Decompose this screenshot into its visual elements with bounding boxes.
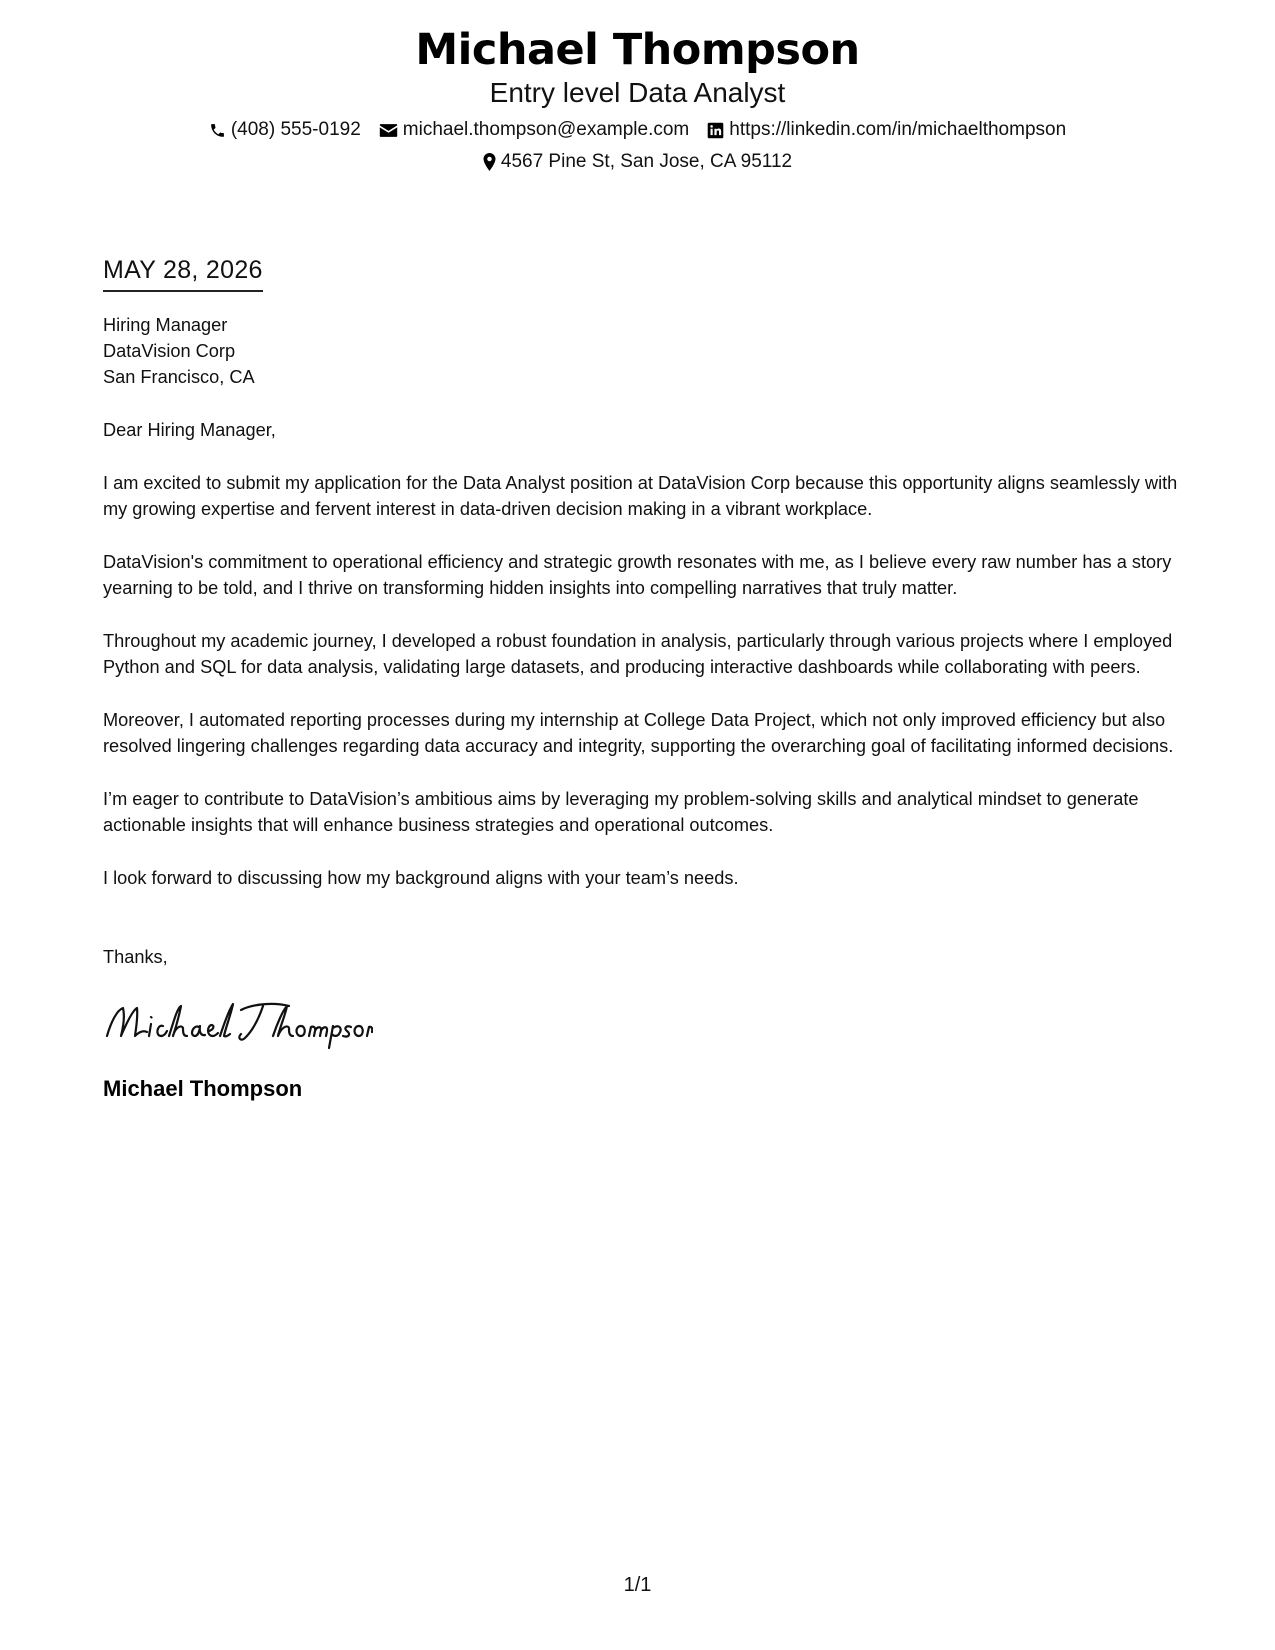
handwritten-signature [103,996,373,1050]
closing-text: Thanks, [103,947,168,967]
contact-address [483,150,792,174]
letter-header [0,24,1275,174]
contact-row [0,118,1275,142]
address-row [0,150,1275,174]
recipient-line: DataVision Corp [103,341,236,361]
phone-icon [209,122,226,139]
body-paragraph: I look forward to discussing how my background aligns with your team’s needs. [103,868,739,888]
contact-linkedin[interactable] [707,118,1066,142]
letter-date: MAY 28, 2026 [103,254,263,292]
contact-email[interactable] [379,118,689,142]
envelope-icon [379,123,398,138]
contact-phone[interactable] [209,118,361,142]
body-paragraph: I’m eager to contribute to DataVision’s ambitious aims by leveraging my problem-solving skills and analytical mindset to generate actionable insights that will enhance business strategies and operational outcomes. [103,789,1139,835]
linkedin-text: https://linkedin.com/in/michaelthompson [729,119,1067,140]
body-paragraph: Throughout my academic journey, I developed a robust foundation in analysis, particularly through various projects where I employed Python and SQL for data analysis, validating large datasets, and producing interactive dashboards while collaborating with peers. [103,631,1173,677]
phone-text: (408) 555-0192 [230,119,361,140]
email-text: michael.thompson@example.com [402,119,690,140]
map-pin-icon [483,153,496,171]
recipient-line: Hiring Manager [103,315,228,335]
body-paragraph: I am excited to submit my application for the Data Analyst position at DataVision Corp because this opportunity aligns seamlessly with my growing expertise and fervent interest in data-driven decision making in a vibrant workplace. [103,473,1178,519]
applicant-title: Entry level Data Analyst [489,77,786,108]
recipient-block [103,312,1178,390]
body-paragraph: Moreover, I automated reporting processes during my internship at College Data Project, which not only improved efficiency but also resolved lingering challenges regarding data accuracy and integrity, supporting the overarching goal of facilitating informed decisions. [103,710,1174,756]
body-paragraph: DataVision's commitment to operational efficiency and strategic growth resonates with me, as I believe every raw number has a story yearning to be told, and I thrive on transforming hidden insights into compelling narratives that truly matter. [103,552,1172,598]
salutation: Dear Hiring Manager, [103,420,276,440]
address-text: 4567 Pine St, San Jose, CA 95112 [500,151,793,172]
letter-body [103,254,1178,1103]
signer-name: Michael Thompson [103,1076,303,1101]
recipient-line: San Francisco, CA [103,367,255,387]
page-number: 1/1 [623,1574,652,1596]
linkedin-icon [707,122,724,139]
applicant-name: Michael Thompson [415,25,860,75]
